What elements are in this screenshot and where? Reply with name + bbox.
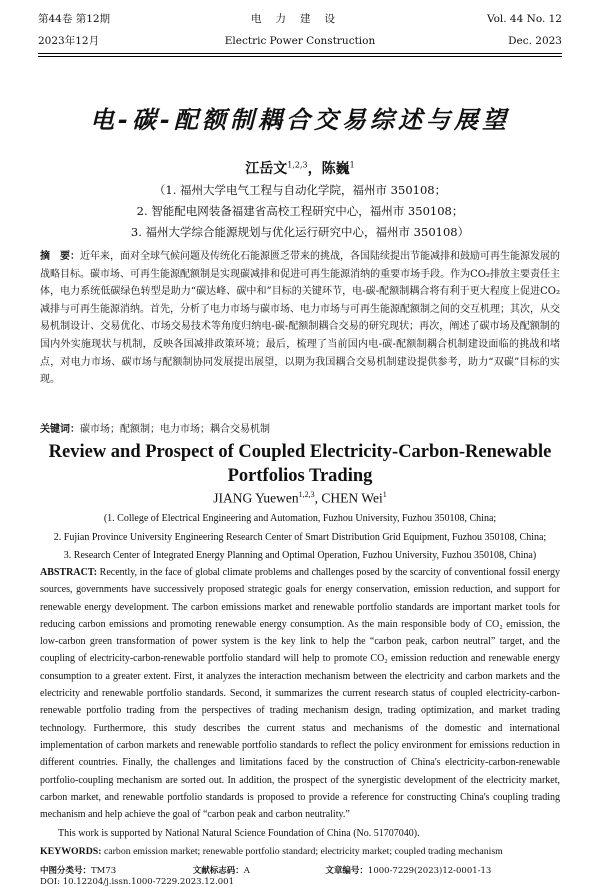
authors-cn: 江岳文$^{1,2,3}$，陈巍$^1$ [245, 160, 355, 177]
doi: DOI: 10.12204/j.issn.1000-7229.2023.12.001 [40, 877, 234, 887]
affiliations-cn: （1. 福州大学电气工程与自动化学院，福州市 350108； 2. 智能配电网装备福建省高校工程研究中心，福州市 350108； 3. 福州大学综合能源规划与优化运行研究中心，福州市 350108） [130, 183, 470, 239]
affiliations-en: (1. College of Electrical Engineering and Automation, Fuzhou University, Fuzhou 350108, China; 2. Fujian Province University Engineering Research Center of Smart Distribution Grid Equipment, Fuzhou 350108, China; 3. Research Center of Integrated Energy Planning and Optimal Operation, Fuzhou University, Fuzhou 350108, China) [53, 513, 547, 561]
header-rule [38, 53, 562, 57]
title-cn: 电-碳-配额制耦合交易综述与展望 [90, 106, 510, 134]
abstract-cn: 摘 要：近年来，面对全球气候问题及传统化石能源匮乏带来的挑战，各国陆续提出节能减排和鼓励可再生能源发展的战略目标。碳市场、可再生能源配额制是实现碳减排和促进可再生能源消纳的重要市场手段。作为CO₂排放主要责任主体，电力系统低碳绿色转型是助力“碳达峰、碳中和”目标的关键环节，电-碳-配额制耦合将有利于更大程度上促进CO₂减排与可再生能源消纳。首先，分析了电力市场与碳市场、电力市场与可再生能源配额制之间的交互机理；其次，从交易机制设计、交易优化、市场交易技术等角度归纳电-碳-配额制耦合交易的研究现状；再次，阐述了碳市场及配额制的国内外实施现状与机制，反映各国减排政策环境；最后，梳理了当前国内电-碳-配额制耦合机制建设面临的挑战和堵点，对电力市场、碳市场与配额制协同发展提出展望，以期为我国耦合交易机制建设提供参考，助力“双碳”目标的实现。 [40, 251, 560, 386]
running-header [38, 8, 562, 56]
funding-en: This work is supported by National Natural Science Foundation of China (No. 51707040). [58, 828, 420, 839]
abstract-en: ABSTRACT: Recently, in the face of global climate problems and challenges posed by the scarcity of conventional fossil energy sources, governments have successively proposed strategic goals for energy conservation, emission reduction, and support for renewable energy development. The carbon emissions market and renewable portfolio standards are important market tools for reducing carbon emissions and promoting renewable energy consumption. As the main responsible body of CO₂ emission, the low-carbon green transformation of power system is the key link to help the “carbon peak, carbon neutral” target, and the coupling of electricity-carbon-renewable portfolio standard will help to promote CO₂ emission reduction and renewable energy consumption to a greater extent. First, it analyzes the interaction mechanism between the electricity and carbon markets and the electricity and renewable portfolio standards. Second, it summarizes the current research status of coupled electricity-carbon-renewable portfolio trading from the perspectives of trading mechanism design, trading optimization, and market trading technology. Furthermore, this study describes the current status and mechanisms of the domestic and international implementation of carbon markets and renewable portfolio standards to reflect the policy environment for emissions reduction in different countries. Finally, the challenges and limitations faced by the construction of China's electricity-carbon-renewable portfolio-coupling mechanism are sorted out. In addition, the prospect of the synergistic development of the electricity market, carbon market, and renewable portfolio standards is proposed to provide a reference for constructing China's coupling trading mechanism and help achieve the goal of “carbon peak and carbon neutrality.” [40, 567, 560, 821]
article-meta: 中图分类号：TM73 文献标志码：A 文章编号：1000-7229(2023)12-0001-13 [40, 866, 492, 876]
issue-en: Vol. 44 No. 12 Dec. 2023 [486, 13, 562, 47]
title-en: Review and Prospect of Coupled Electricity-Carbon-Renewable Portfolios Trading [48, 442, 552, 486]
journal-name: 电力建设 Electric Power Construction [224, 13, 376, 47]
keywords-cn: 关键词：碳市场；配额制；电力市场；耦合交易机制 [40, 424, 270, 435]
authors-en: JIANG Yuewen$^{1,2,3}$, CHEN Wei$^1$ [213, 490, 387, 506]
issue-cn: 第44卷 第12期 2023年12月 [38, 13, 111, 47]
keywords-en: KEYWORDS: carbon emission market; renewable portfolio standard; electricity market; coupled trading mechanism [40, 846, 503, 857]
